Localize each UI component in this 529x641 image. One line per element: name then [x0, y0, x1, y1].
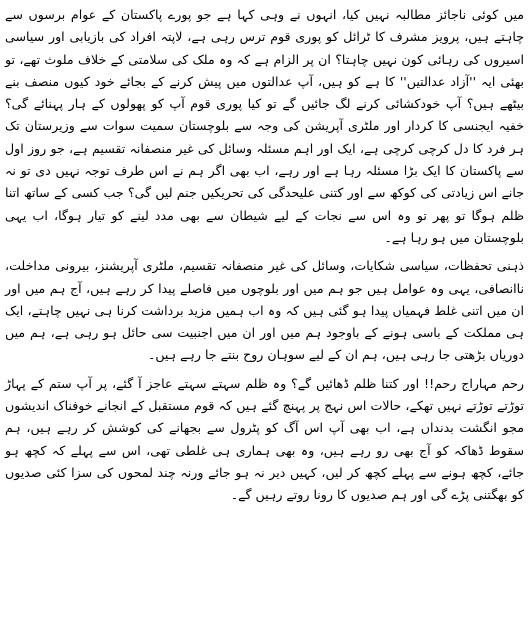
- article-paragraph: ذہنی تحفظات، سیاسی شکایات، وسائل کی غیر منصفانہ تقسیم، ملٹری آپریشنز، بیرونی مداخلت، ناانصافی، یہی وہ عوامل ہیں جو ہم میں اور بلوچوں میں فاصلے پیدا کر رہے ہیں، آج ہم میں اور ان میں اتنی غلط فہمیاں پیدا ہو گئی ہیں کہ وہ اب ہمیں مزید برداشت کرنا ہی نہیں چاہتے، ایک ہی مملکت کے باسی ہونے کے باوجود ہم میں اور ان میں اجنبیت سی حائل ہو رہی ہے، ہم میں دوریاں بڑھتی جا رہی ہیں، ہم ان کے لیے سوہان روح بنتے جا رہے ہیں۔: [5, 258, 524, 363]
- article-body: [5, 4, 524, 637]
- article-paragraph: میں کوئی ناجائز مطالبہ نہیں کیا، انہوں نے وہی کہا ہے جو پورے پاکستان کے عوام برسوں سے چاہتے ہیں، پرویز مشرف کا ٹرائل کو پوری قوم ترس رہی ہے، لاپتہ افراد کی بازیابی اور سیاسی اسیروں کی رہائی کون نہیں چاہتا؟ ان پر الزام ہے کہ وہ ملک کی سلامتی کے خلاف ملوث تھے، تو بھئی ایہ ''آزاد عدالتیں'' کا ہے کو ہیں، آپ عدالتوں میں پیش کرنے کے بجائے خود کیوں منصف بنے بیٹھے ہیں؟ آپ خودکشائی کرنے لگ جائیں گے تو کیا پوری قوم آپ کو پھولوں کے ہار پہنائے گی؟ خفیہ ایجنسی کا کردار اور ملٹری آپریشن کی وجہ سے بلوچستان سمیت سوات سے وزیرستان تک ہر فرد کا دل کرچی کرچی ہے، ایک اور اہم مسئلہ وسائل کی غیر منصفانہ تقسیم ہے، جو روز اول سے پاکستان کا ایک بڑا مسئلہ رہا ہے اور رہے، اب بھی اگر ہم نے اس طرف توجہ نہیں دی تو نہ جانے اس زیادتی کی کوکھ سے اور کتنی علیحدگی کی تحریکیں جنم لیں گی؟ جب کسی کے ساتھ اتنا ظلم ہوگا تو پھر تو وہ اس سے نجات کے لیے شیطان سے بھی مدد لینے کو تیار ہوگا، اب یہی بلوچستان میں ہو رہا ہے۔: [5, 7, 524, 245]
- article-paragraph: رحم مہاراج رحم!! اور کتنا ظلم ڈھائیں گے؟ وہ ظلم سہتے سہتے عاجز آ گئے، پر آپ ستم کے پہاڑ توڑتے توڑتے نہیں تھکے، حالات اس نہج پر پہنچ گئے ہیں کہ قوم مستقبل کے انجانے خوفناک اندیشوں مجو انگشت بدنداں ہے، اب بھی آپ اس آگ کو پٹرول سے بجھانے کی کوشش کر رہے ہیں، ہم سقوط ڈھاکہ کو آج بھی رو رہے ہیں، وہ بھی ہماری ہی غلطی تھی، اس سے پہلے کہ کچھ ہو جائے، کچھ ہونے سے پہلے کچھ کر لیں، کہیں دیر نہ ہو جائے ورنہ چند لمحوں کی سزا کئی صدیوں کو بھگتنی پڑے گی اور ہم صدیوں کا رونا روتے رہیں گے۔: [5, 375, 524, 503]
